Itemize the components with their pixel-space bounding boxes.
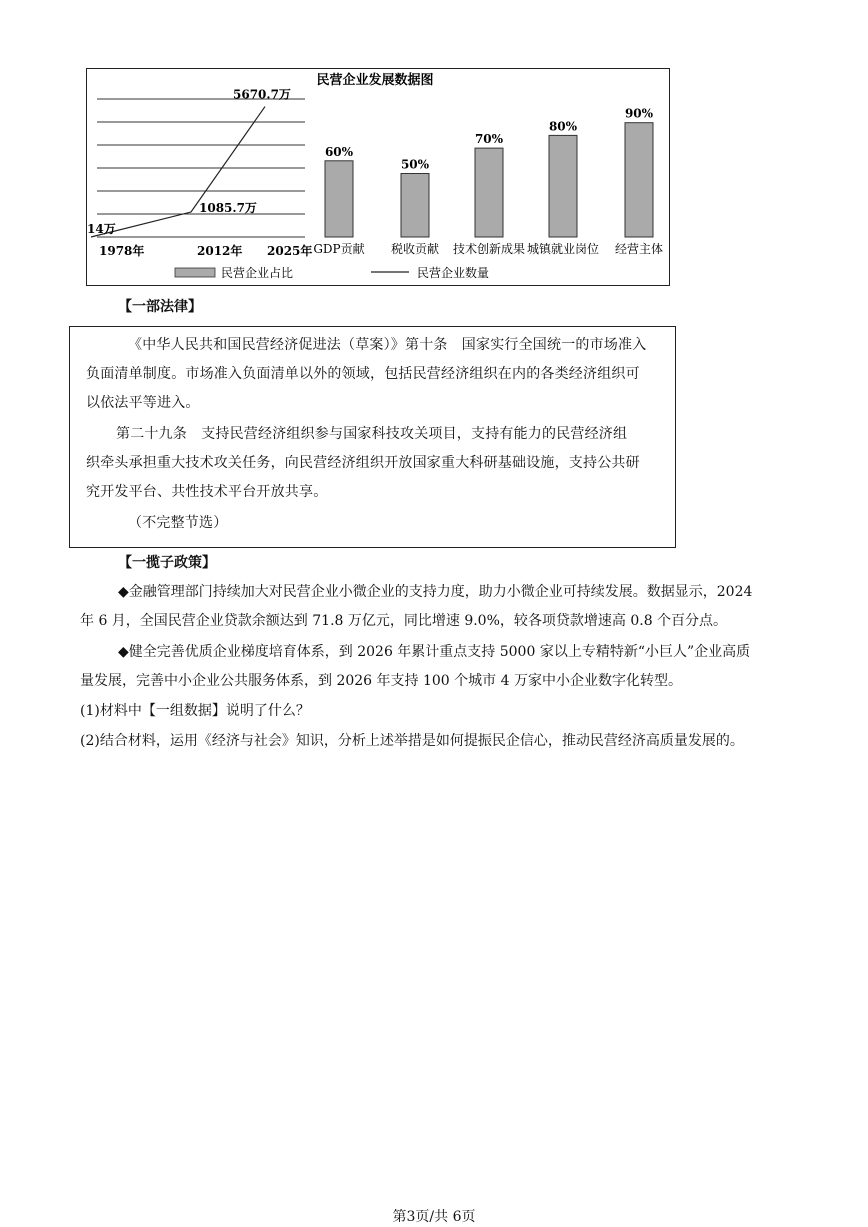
law-note: （不完整节选） bbox=[128, 515, 228, 531]
question-1: (1)材料中【一组数据】说明了什么？ bbox=[80, 703, 310, 719]
law-excerpt-box bbox=[69, 326, 676, 548]
law-text-line: 究开发平台、共性技术平台开放共享。 bbox=[86, 484, 328, 500]
chart-panel bbox=[86, 68, 670, 286]
bar-value-label: 50% bbox=[400, 157, 430, 172]
category-label: 税收贡献 bbox=[390, 242, 440, 256]
category-label: 经营主体 bbox=[614, 242, 664, 256]
chart-svg bbox=[87, 69, 671, 287]
data-label: 5670.7万 bbox=[233, 87, 291, 102]
law-text-line: 织牵头承担重大技术攻关任务，向民营经济组织开放国家重大科研基础设施，支持公共研 bbox=[86, 455, 640, 471]
bar-value-label: 60% bbox=[324, 144, 354, 159]
policy-text-line: 量发展，完善中小企业公共服务体系，到 2026 年支持 100 个城市 4 万家中小企业数字化转型。 bbox=[80, 673, 682, 689]
series-line-enterprise-count bbox=[91, 107, 265, 237]
bar-value-label: 90% bbox=[624, 106, 654, 121]
law-text-line: 《中华人民共和国民营经济促进法（草案）》第十条 国家实行全国统一的市场准入 bbox=[128, 337, 647, 353]
bar bbox=[325, 161, 353, 237]
bar bbox=[401, 174, 429, 238]
x-tick-label: 2025年 bbox=[267, 244, 313, 258]
policy-text-line: ◆健全完善优质企业梯度培育体系，到 2026 年累计重点支持 5000 家以上专精特新“小巨人”企业高质 bbox=[118, 644, 751, 660]
section-heading-policy: 【一揽子政策】 bbox=[118, 555, 216, 571]
question-2: (2)结合材料，运用《经济与社会》知识，分析上述举措是如何提振民企信心，推动民营经济高质量发展的。 bbox=[80, 733, 744, 749]
data-label: 14万 bbox=[87, 222, 116, 236]
bar-chart bbox=[313, 107, 663, 256]
bar bbox=[475, 148, 503, 237]
policy-text-line: ◆金融管理部门持续加大对民营企业小微企业的支持力度，助力小微企业可持续发展。数据显示，2024 bbox=[118, 584, 753, 600]
law-text-line: 负面清单制度。市场准入负面清单以外的领域，包括民营经济组织在内的各类经济组织可 bbox=[86, 366, 640, 382]
legend-line-label: 民营企业数量 bbox=[417, 266, 490, 280]
legend-bar-label: 民营企业占比 bbox=[221, 266, 294, 280]
category-label: 技术创新成果 bbox=[452, 242, 526, 256]
law-text-line: 第二十九条 支持民营经济组织参与国家科技攻关项目，支持有能力的民营经济组 bbox=[116, 426, 628, 442]
page-footer: 第3页/共 6页 bbox=[392, 1209, 476, 1225]
chart-legend bbox=[175, 265, 489, 280]
category-label: 城镇就业岗位 bbox=[526, 242, 600, 256]
section-heading-law: 【一部法律】 bbox=[118, 299, 202, 315]
chart-title: 民营企业发展数据图 bbox=[316, 73, 434, 88]
bar bbox=[625, 123, 653, 237]
x-tick-label: 1978年 bbox=[99, 244, 145, 258]
line-chart bbox=[87, 88, 312, 258]
policy-text-line: 年 6 月，全国民营企业贷款余额达到 71.8 万亿元，同比增速 9.0%，较各项贷款增速高 0.8 个百分点。 bbox=[80, 613, 728, 629]
x-tick-label: 2012年 bbox=[197, 244, 243, 258]
bar-value-label: 70% bbox=[474, 132, 504, 147]
category-label: GDP贡献 bbox=[313, 242, 365, 256]
law-text-line: 以依法平等进入。 bbox=[86, 395, 200, 411]
data-label: 1085.7万 bbox=[199, 201, 257, 216]
bar-value-label: 80% bbox=[548, 119, 578, 134]
legend-bar-swatch bbox=[175, 268, 215, 277]
bar bbox=[549, 135, 577, 237]
